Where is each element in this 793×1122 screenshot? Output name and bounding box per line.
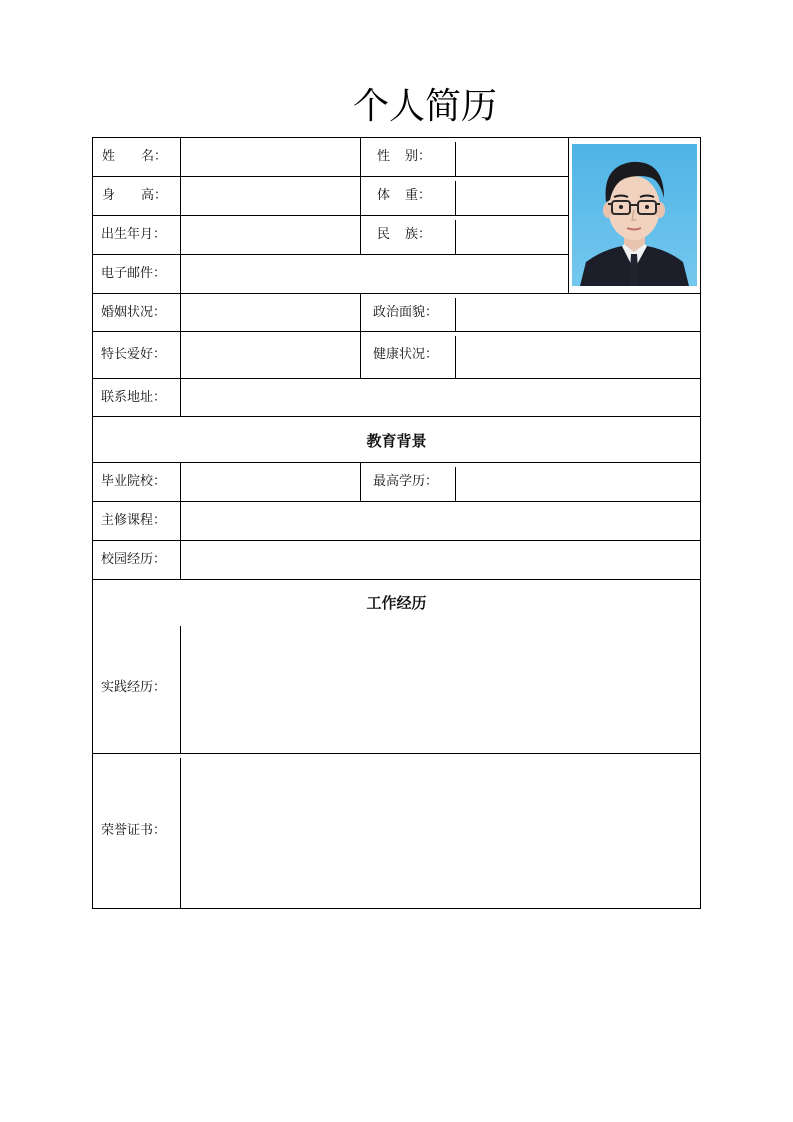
marital-field[interactable] (181, 294, 360, 331)
health-field[interactable] (456, 332, 700, 378)
table-border-right (700, 137, 701, 909)
ethnicity-label: 民 族： (377, 227, 431, 242)
height-label: 身 高： (102, 188, 167, 203)
email-label: 电子邮件： (101, 266, 167, 281)
weight-label: 体 重： (377, 188, 431, 203)
gender-label: 性 别： (377, 149, 431, 164)
address-label: 联系地址： (101, 390, 167, 405)
name-label: 姓 名： (102, 149, 167, 164)
courses-label: 主修课程： (101, 513, 167, 528)
height-field[interactable] (181, 177, 360, 215)
education-section-title: 教育背景 (366, 432, 427, 450)
work-section-title: 工作经历 (366, 594, 427, 612)
row-divider (92, 753, 701, 754)
campus-label: 校园经历： (101, 552, 167, 567)
degree-field[interactable] (456, 463, 700, 501)
school-label: 毕业院校： (101, 474, 167, 489)
honors-label: 荣誉证书： (101, 823, 167, 838)
school-field[interactable] (181, 463, 360, 501)
photo-divider (568, 137, 569, 293)
birth-field[interactable] (181, 216, 360, 254)
birth-label: 出生年月： (101, 227, 167, 242)
hobby-field[interactable] (181, 332, 360, 378)
campus-field[interactable] (181, 541, 700, 579)
mid-divider (360, 462, 361, 501)
profile-photo (572, 144, 697, 286)
page-title: 个人简历 (352, 86, 497, 127)
health-label: 健康状况： (373, 347, 439, 362)
table-border-left (92, 137, 93, 909)
degree-label: 最高学历： (373, 474, 439, 489)
mid-divider (360, 137, 361, 254)
honors-field[interactable] (181, 758, 700, 908)
name-field[interactable] (181, 138, 360, 176)
weight-field[interactable] (456, 177, 568, 215)
row-divider (92, 579, 701, 580)
courses-field[interactable] (181, 502, 700, 540)
marital-label: 婚姻状况： (101, 305, 167, 320)
address-field[interactable] (181, 379, 700, 416)
row-divider (92, 416, 701, 417)
hobby-label: 特长爱好： (101, 347, 167, 362)
table-border-bottom (92, 908, 701, 909)
portrait-image (572, 144, 697, 286)
gender-field[interactable] (456, 138, 568, 176)
ethnicity-field[interactable] (456, 216, 568, 254)
email-field[interactable] (181, 255, 568, 293)
practice-label: 实践经历： (101, 680, 167, 695)
mid-divider (360, 293, 361, 378)
political-field[interactable] (456, 294, 700, 331)
political-label: 政治面貌： (373, 305, 439, 320)
practice-field[interactable] (181, 626, 700, 753)
